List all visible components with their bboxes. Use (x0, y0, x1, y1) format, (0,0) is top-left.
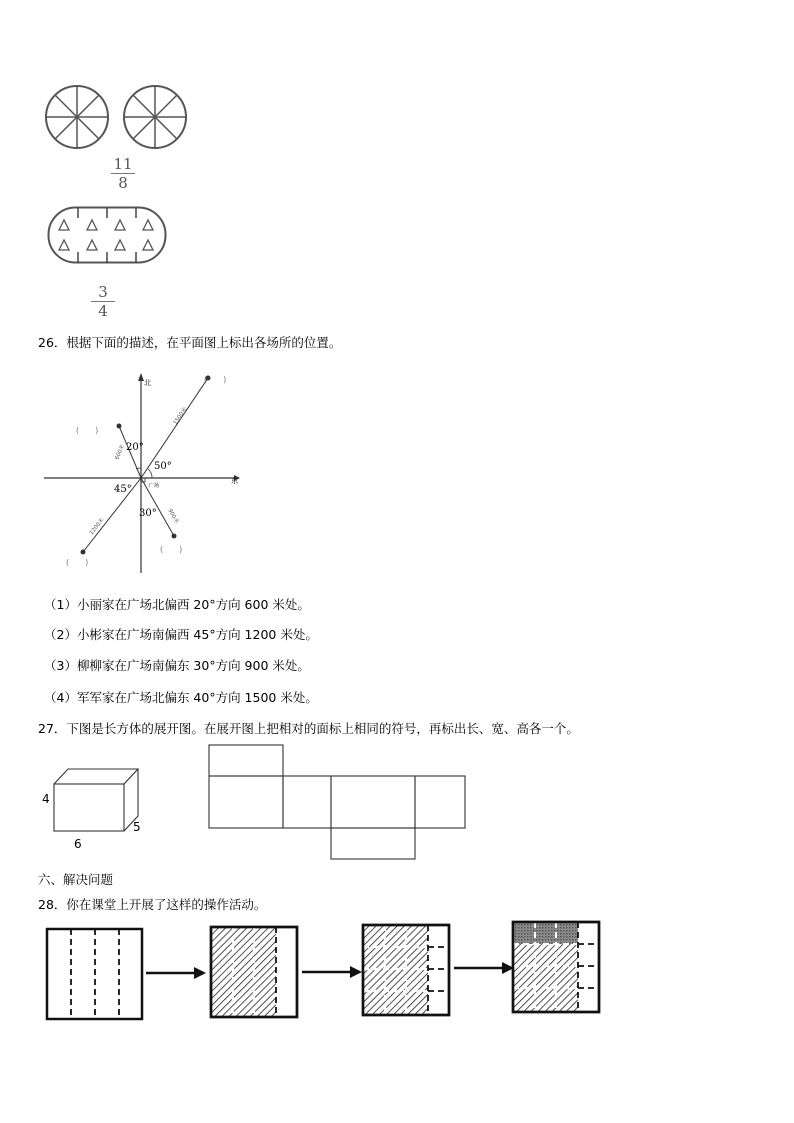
q26-item-3: （3）柳柳家在广场南偏东 30°方向 900 米处。 (44, 658, 310, 673)
east-label: 东 (231, 477, 238, 485)
q26-item-2: （2）小彬家在广场南偏西 45°方向 1200 米处。 (44, 627, 318, 642)
distance-label-600: 600米 (114, 443, 127, 461)
cuboid-net-diagram (208, 744, 468, 862)
cuboid-height-label: 4 (42, 792, 50, 806)
q26-title: 26．根据下面的描述，在平面图上标出各场所的位置。 (38, 335, 342, 350)
section-6-title: 六、解决问题 (38, 872, 114, 887)
angle-label-30: 30° (139, 508, 157, 519)
distance-label-1500: 1500米 (172, 406, 189, 427)
distance-label-900: 900米 (166, 508, 180, 525)
paper-folding-activity-diagram (44, 918, 614, 1023)
compass-map-diagram (44, 365, 254, 575)
blank-answer-ne: ( ) (204, 375, 227, 384)
fraction-3-4 (88, 284, 118, 319)
blank-answer-nw: ( ) (76, 426, 99, 435)
cuboid-length-label: 6 (74, 837, 82, 851)
blank-answer-se: ( ) (160, 545, 183, 554)
center-label: 广场 (149, 483, 160, 489)
angle-label-45: 45° (114, 484, 132, 495)
circle-diagram-2 (120, 82, 190, 152)
blank-answer-sw: ( ) (66, 558, 89, 567)
circle-diagram-1 (42, 82, 112, 152)
north-label: 北 (144, 379, 151, 387)
cuboid-width-label: 5 (133, 820, 141, 834)
q28-title: 28．你在课堂上开展了这样的操作活动。 (38, 897, 267, 912)
q26-item-4: （4）军军家在广场北偏东 40°方向 1500 米处。 (44, 690, 318, 705)
angle-label-20: 20° (126, 442, 144, 453)
fraction-denominator: 8 (118, 174, 128, 192)
fraction-11-8 (108, 156, 138, 191)
triangle-oval-diagram (47, 206, 167, 264)
fraction-numerator: 11 (113, 155, 133, 173)
angle-label-50: 50° (154, 461, 172, 472)
fraction-denominator: 4 (98, 302, 108, 320)
fraction-numerator: 3 (98, 283, 108, 301)
q27-title: 27．下图是长方体的展开图。在展开图上把相对的面标上相同的符号，再标出长、宽、高各一个。 (38, 721, 579, 736)
q26-item-1: （1）小丽家在广场北偏西 20°方向 600 米处。 (44, 597, 310, 612)
distance-label-1200: 1200米 (88, 517, 106, 537)
